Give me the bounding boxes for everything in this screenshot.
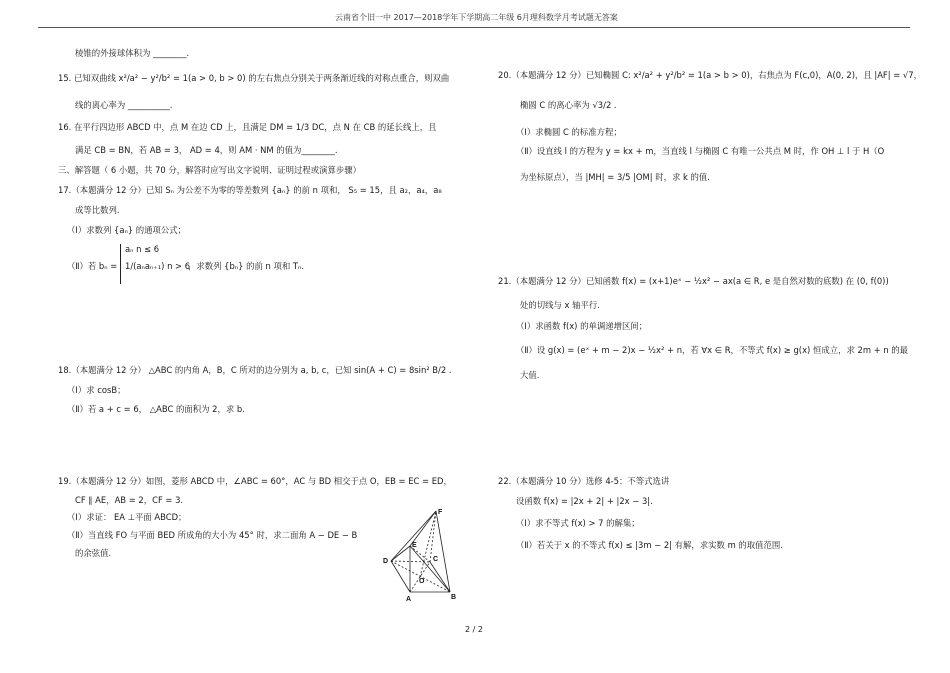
label-E: E: [412, 542, 417, 549]
q22-line2: 设函数 f(x) = |2x + 2| + |2x − 3|.: [516, 496, 653, 506]
q20-part2: （Ⅱ）设直线 l 的方程为 y = kx + m，当直线 l 与椭圆 C 有唯一公共点 M 时，作 OH ⊥ l 于 H（O: [516, 146, 885, 156]
q17-part2-prefix: （Ⅱ）若 bₙ =: [67, 261, 118, 271]
edge-EB: [410, 546, 450, 592]
q19-part1: （Ⅰ）求证： EA ⊥平面 ABCD；: [67, 512, 187, 522]
label-D: D: [383, 558, 389, 565]
q18-part1: （Ⅰ）求 cosB；: [67, 385, 126, 395]
q19-line1: 19.（本题满分 12 分）如图，菱形 ABCD 中，∠ABC = 60°，AC 与 BD 相交于点 O，EB = EC = ED，: [58, 476, 452, 486]
q19-part2: （Ⅱ）当直线 FO 与平面 BED 所成角的大小为 45° 时，求二面角 A − DE − B: [67, 530, 358, 540]
q18-line1: 18.（本题满分 12 分） △ABC 的内角 A，B，C 所对的边分别为 a, b, c，已知 sin(A + C) = 8sin² B/2 .: [58, 365, 452, 375]
q20-part2-cont: 为坐标原点），当 |MH| = 3/5 |OM| 时，求 k 的值.: [520, 172, 710, 182]
q19-line2: CF ∥ AE，AB = 2，CF = 3.: [75, 495, 184, 505]
q19-part2-cont: 的余弦值.: [75, 548, 112, 558]
header-rule: [38, 27, 910, 28]
section-3-title: 三、解答题（ 6 小题，共 70 分，解答时应写出文字说明、证明过程或演算步骤）: [58, 165, 362, 175]
q17-line1: 17.（本题满分 12 分）已知 Sₙ 为公差不为零的等差数列 {aₙ} 的前 n 项和， S₅ = 15，且 a₂，a₄，a₈: [58, 185, 442, 195]
q17-part1: （Ⅰ）求数列 {aₙ} 的通项公式；: [67, 225, 187, 235]
pyramid-figure: [378, 505, 468, 605]
q17-piecewise: [120, 244, 190, 284]
q17-line2: 成等比数列.: [75, 205, 120, 215]
q15-line1: 15. 已知双曲线 x²/a² − y²/b² = 1(a > 0, b > 0) 的左右焦点分别关于两条渐近线的对称点重合，则双曲: [58, 73, 450, 83]
edge-CF: [430, 511, 439, 563]
edge-FD: [391, 511, 439, 563]
q17-part2-suffix: ，求数列 {bₙ} 的前 n 项和 Tₙ.: [188, 261, 305, 271]
page-header: 云南省个旧一中 2017—2018学年下学期高二年级 6月理科数学月考试题无答案: [335, 13, 618, 22]
edge-DA: [391, 561, 410, 592]
q14-tail: 棱锥的外接球体积为 ________.: [75, 48, 190, 58]
q17-case-2: 1/(aₙaₙ₊₁) n > 6: [125, 260, 191, 271]
page-number: 2 / 2: [465, 625, 483, 634]
q21-part2: （Ⅱ）设 g(x) = (eˣ + m − 2)x − ½x² + n，若 ∀x ∈ R，不等式 f(x) ≥ g(x) 恒成立，求 2m + n 的最: [516, 345, 909, 355]
q16-line2: 满足 CB = BN，若 AB = 3， AD = 4，则 AM · NM 的值为________.: [75, 145, 338, 155]
edge-ED: [391, 546, 410, 561]
label-B: B: [451, 594, 457, 601]
q22-part1: （Ⅰ）求不等式 f(x) > 7 的解集；: [516, 518, 640, 528]
edge-FB: [436, 511, 450, 592]
label-F: F: [438, 509, 443, 516]
q22-part2: （Ⅱ）若关于 x 的不等式 f(x) ≤ |3m − 2| 有解，求实数 m 的取值范围.: [516, 540, 783, 550]
q18-part2: （Ⅱ）若 a + c = 6， △ABC 的面积为 2，求 b.: [67, 404, 245, 414]
q21-line2: 处的切线与 x 轴平行.: [520, 300, 600, 310]
q21-line1: 21.（本题满分 12 分）已知函数 f(x) = (x+1)eˣ − ½x² − ax(a ∈ R, e 是自然对数的底数) 在 (0, f(0)): [498, 276, 889, 286]
label-O: O: [419, 578, 425, 585]
q17-case-1: aₙ n ≤ 6: [125, 244, 160, 254]
q21-part2-cont: 大值.: [520, 370, 540, 380]
q15-line2: 线的离心率为 __________.: [75, 100, 173, 110]
label-C: C: [433, 556, 439, 563]
q21-part1: （Ⅰ）求函数 f(x) 的单调递增区间；: [516, 321, 648, 331]
q16-line1: 16. 在平行四边形 ABCD 中，点 M 在边 CD 上，且满足 DM = 1/3 DC，点 N 在 CB 的延长线上，且: [58, 122, 437, 132]
label-A: A: [406, 596, 412, 603]
q20-line2: 椭圆 C 的离心率为 √3/2 .: [520, 100, 617, 110]
q22-line1: 22.（本题满分 10 分）选修 4-5：不等式选讲: [498, 476, 670, 486]
q20-part1: （Ⅰ）求椭圆 C 的标准方程；: [516, 127, 622, 137]
edge-BC: [430, 562, 450, 592]
q20-line1: 20.（本题满分 12 分）已知椭圆 C: x²/a² + y²/b² = 1(a > b > 0)，右焦点为 F(c,0)，A(0, 2)，且 |AF| = √7，: [498, 70, 922, 80]
